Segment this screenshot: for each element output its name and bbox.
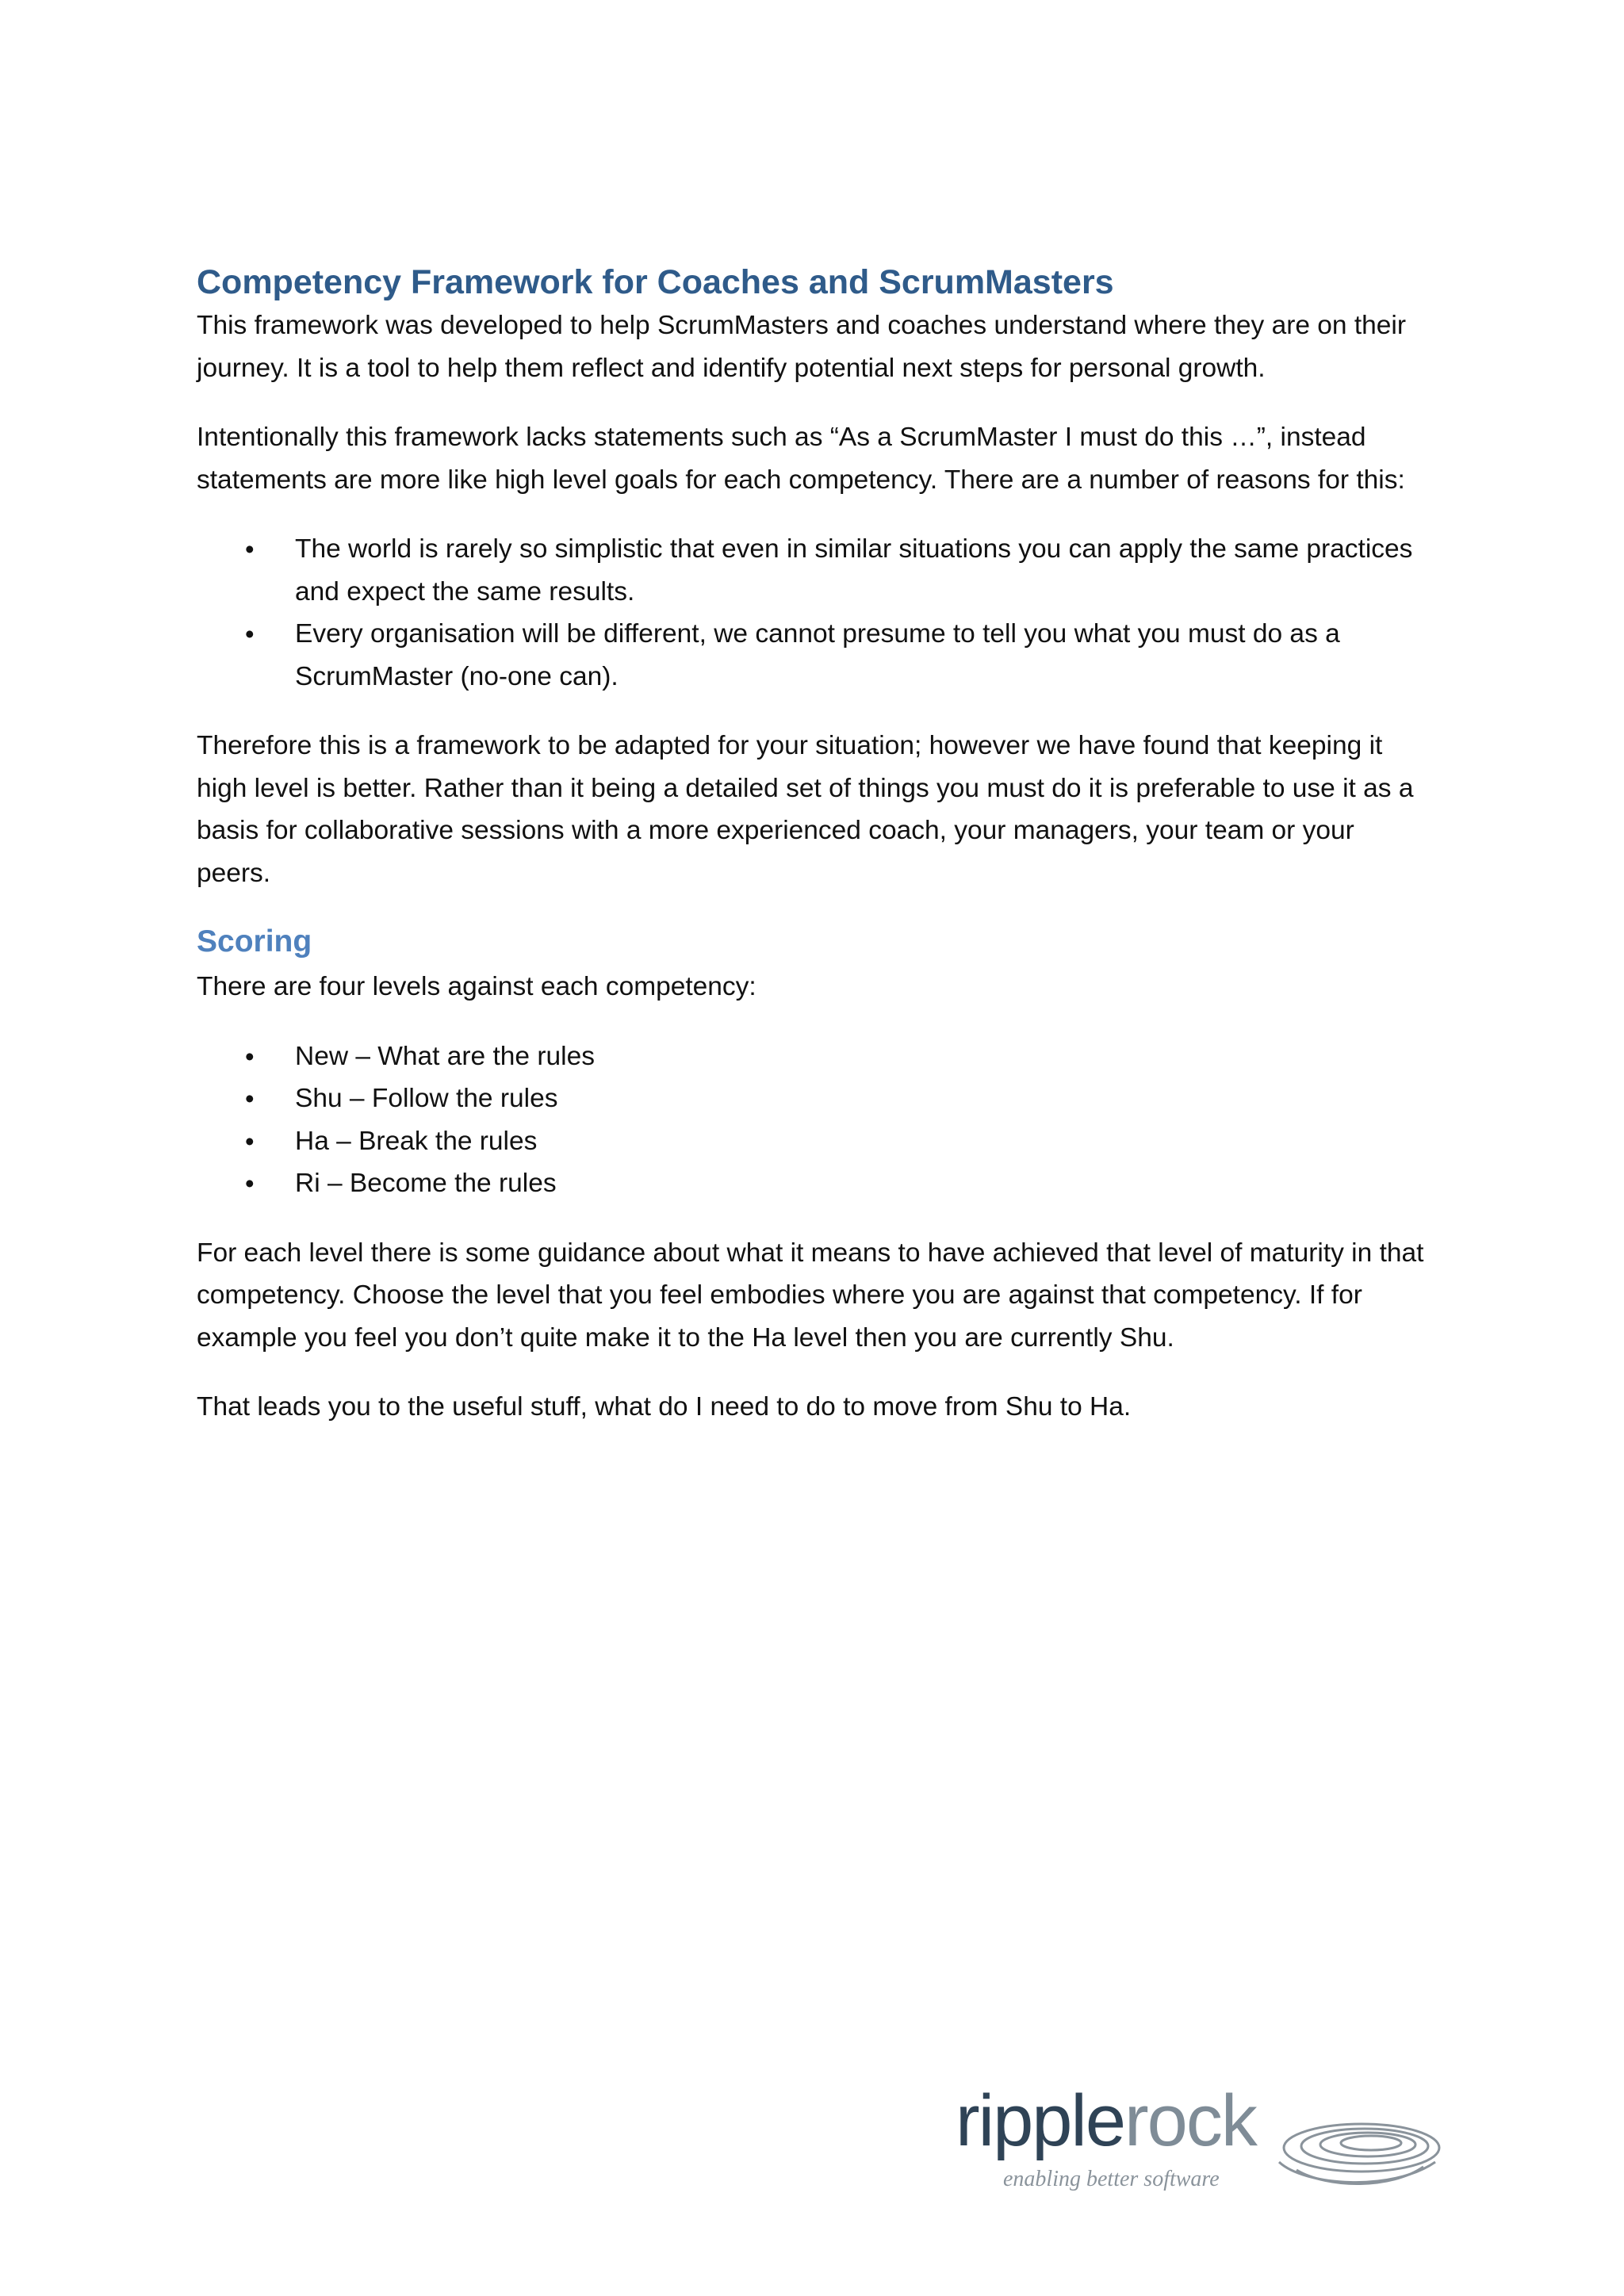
ripple-swirl-icon <box>1273 2107 1443 2195</box>
logo-wordmark <box>956 2081 1256 2160</box>
list-item: • New – What are the rules <box>197 1035 1434 1078</box>
logo-word-rock: rock <box>1124 2080 1256 2161</box>
list-item: • Shu – Follow the rules <box>197 1077 1434 1120</box>
levels-list <box>197 1035 1434 1205</box>
list-item: • The world is rarely so simplistic that even in similar situations you can apply the same practices and expect the same results. <box>197 528 1434 613</box>
page-title: Competency Framework for Coaches and ScrumMasters <box>197 263 1114 301</box>
ripplerock-logo <box>956 2081 1447 2200</box>
scoring-paragraph-2: That leads you to the useful stuff, what do I need to do to move from Shu to Ha. <box>197 1392 1132 1422</box>
scoring-paragraph-1: For each level there is some guidance about what it means to have achieved that level of maturity in that competency. Choose the level that you feel embodies where you are against that competency. If for example you feel you don’t quite make it to the Ha level then you are currently Shu. <box>197 1238 1424 1353</box>
list-item: • Ha – Break the rules <box>197 1120 1434 1163</box>
document-content <box>197 260 1434 1456</box>
scoring-heading: Scoring <box>197 924 312 959</box>
logo-word-ripple: ripple <box>956 2080 1125 2161</box>
scoring-intro: There are four levels against each competency: <box>197 972 756 1001</box>
logo-tagline: enabling better software <box>1003 2167 1220 2191</box>
intro-paragraph-1: This framework was developed to help ScrumMasters and coaches understand where they are on their journey. It is a tool to help them reflect and identify potential next steps for personal growth. <box>197 311 1407 383</box>
therefore-paragraph: Therefore this is a framework to be adapted for your situation; however we have found that keeping it high level is better. Rather than it being a detailed set of things you must do it is preferable to use it as a basis for collaborative sessions with a more experienced coach, your managers, your team or your peers. <box>197 731 1414 888</box>
list-item: • Every organisation will be different, we cannot presume to tell you what you must do as a ScrumMaster (no-one can). <box>197 613 1434 698</box>
intro-paragraph-2: Intentionally this framework lacks statements such as “As a ScrumMaster I must do this …”, instead statements are more like high level goals for each competency. There are a number of reasons for this: <box>197 423 1405 495</box>
reasons-list <box>197 528 1434 698</box>
list-item: • Ri – Become the rules <box>197 1162 1434 1205</box>
